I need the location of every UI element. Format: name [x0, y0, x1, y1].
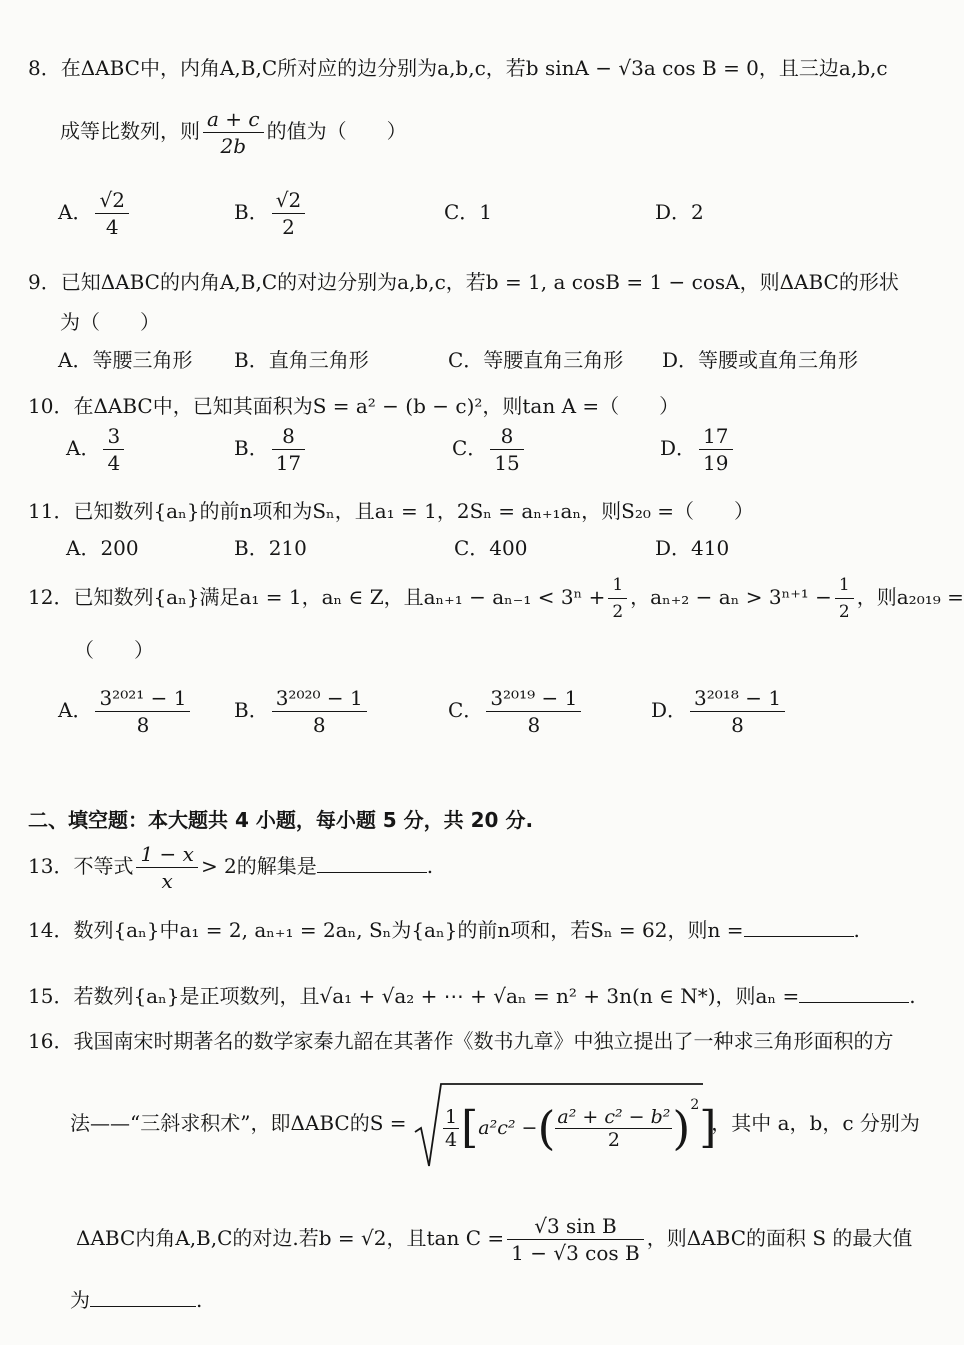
q16-line2-post: ，其中 a，b，c 分别为 [711, 1111, 920, 1135]
q16-line4-pre: 为 [70, 1288, 90, 1312]
q9-option-b: B．直角三角形 [234, 348, 369, 372]
q12-option-d-den: 8 [731, 713, 744, 737]
q16-right-bracket: ] [699, 1102, 717, 1154]
q10-option-a-num: 3 [103, 424, 124, 450]
q8-line2-pre: 成等比数列，则 [60, 119, 200, 143]
q12-line1-mid: ，aₙ₊₂ − aₙ > 3ⁿ⁺¹ − [630, 585, 832, 609]
q10-option-d-label: D． [660, 436, 697, 460]
q9-line1: 9．已知ΔABC的内角A,B,C的对边分别为a,b,c，若b = 1, a cosB = 1 − cosA，则ΔABC的形状 [28, 270, 899, 294]
q13-frac-den: x [161, 869, 173, 893]
q16-heron-formula [413, 1079, 717, 1171]
q12-half-2-num: 1 [835, 573, 854, 599]
q12-option-c [448, 686, 584, 737]
q8-option-b-den: 2 [282, 215, 295, 239]
q13-end: . [426, 854, 434, 878]
q10-option-c-num: 8 [490, 424, 523, 450]
q15-end: . [909, 984, 916, 1008]
q12-half-1 [608, 573, 627, 624]
q8-frac-num: a + c [203, 107, 264, 133]
q14-answer-blank[interactable] [744, 916, 854, 937]
q12-option-a [58, 686, 193, 737]
q13-frac-num: 1 − x [136, 842, 197, 868]
q16-end: . [196, 1288, 203, 1312]
q12-option-a-num: 3²⁰²¹ − 1 [95, 686, 190, 712]
q10-option-d-num: 17 [699, 424, 732, 450]
q10-option-c-frac [490, 424, 523, 475]
q16-line3-pre: ΔABC内角A,B,C的对边.若b = √2，且tan C = [76, 1226, 505, 1250]
q13-line [28, 842, 936, 893]
q12-option-b-label: B． [234, 698, 269, 722]
q12-half-1-den: 2 [612, 602, 624, 622]
q10-option-d-den: 19 [703, 451, 729, 475]
q10-option-b-label: B． [234, 436, 269, 460]
q9-option-a: A．等腰三角形 [58, 348, 193, 372]
q8-frac-den: 2b [220, 134, 247, 158]
q16-line3 [76, 1214, 936, 1265]
q12-option-d-label: D． [651, 698, 688, 722]
q10-option-c-label: C． [452, 436, 488, 460]
q16-line2-pre: 法——“三斜求积术”，即ΔABC的S = [70, 1111, 407, 1135]
q8-line1: 8．在ΔABC中，内角A,B,C所对应的边分别为a,b,c，若b sinA − √3a cos B = 0，且三边a,b,c [28, 56, 888, 80]
q8-option-b-frac [272, 188, 305, 239]
q12-option-b-frac [272, 686, 367, 737]
q12-half-1-num: 1 [608, 573, 627, 599]
q12-option-c-frac [486, 686, 581, 737]
q8-option-a [58, 188, 132, 239]
q11-option-d: D．410 [655, 536, 730, 560]
q15-line [28, 982, 936, 1010]
q10-option-c [452, 424, 527, 475]
q10-option-b-num: 8 [272, 424, 305, 450]
q10-option-a [66, 424, 127, 475]
q11-option-b: B．210 [234, 536, 307, 560]
q10-option-d-frac [699, 424, 732, 475]
q12-option-c-den: 8 [527, 713, 541, 737]
q13-fraction [136, 842, 197, 893]
q12-line1-post: ，则a₂₀₁₉ = [856, 585, 964, 609]
q16-square-exponent: 2 [690, 1097, 700, 1114]
q9-option-c: C．等腰直角三角形 [448, 348, 624, 372]
q16-inner-num: a² + c² − b² [557, 1105, 671, 1128]
q12-line1-pre: 12．已知数列{aₙ}满足a₁ = 1，aₙ ∈ Z，且aₙ₊₁ − aₙ₋₁ < 3ⁿ + [28, 585, 606, 609]
q8-option-a-num: √2 [95, 188, 128, 214]
q12-option-d-frac [690, 686, 785, 737]
q13-pre: 13．不等式 [28, 854, 134, 878]
q12-option-b [234, 686, 370, 737]
q9-line2: 为（ ） [60, 310, 160, 334]
q14-end: . [853, 918, 860, 942]
q12-option-a-label: A． [58, 698, 93, 722]
q16-a2c2: a²c² − [478, 1117, 538, 1140]
q15-answer-blank[interactable] [799, 982, 909, 1003]
q8-line2 [60, 107, 936, 158]
q16-quarter-num: 1 [444, 1105, 457, 1128]
q16-right-paren: ) [672, 1101, 691, 1156]
q8-option-a-frac [95, 188, 128, 239]
q16-left-bracket: [ [460, 1102, 479, 1154]
q12-option-c-num: 3²⁰¹⁹ − 1 [486, 686, 581, 712]
q10-option-a-den: 4 [107, 451, 121, 475]
q10-option-d [660, 424, 736, 475]
q12-option-d [651, 686, 788, 737]
q14-text: 14．数列{aₙ}中a₁ = 2, aₙ₊₁ = 2aₙ, Sₙ为{aₙ}的前n项和，若Sₙ = 62，则n = [28, 918, 744, 942]
q16-tan-fraction [507, 1214, 644, 1265]
q16-line1: 16．我国南宋时期著名的数学家秦九韶在其著作《数书九章》中独立提出了一种求三角形面积的方 [28, 1029, 894, 1053]
q16-answer-blank[interactable] [90, 1286, 196, 1307]
q10-option-a-label: A． [66, 436, 101, 460]
q8-line2-post: 的值为（ ） [266, 119, 407, 143]
q8-option-b-num: √2 [272, 188, 305, 214]
q8-option-c: C．1 [444, 200, 493, 224]
q16-line2 [70, 1078, 936, 1168]
q11-line1: 11．已知数列{aₙ}的前n项和为Sₙ，且a₁ = 1，2Sₙ = aₙ₊₁aₙ，则S₂₀ =（ ） [28, 499, 754, 523]
q14-line [28, 916, 936, 944]
q9-option-d: D．等腰或直角三角形 [662, 348, 859, 372]
q10-option-b [234, 424, 308, 475]
q16-tan-den: 1 − √3 cos B [511, 1241, 640, 1265]
q13-post: > 2的解集是 [200, 854, 317, 878]
q16-sqrt-symbol [413, 1080, 717, 1170]
q16-quarter-den: 4 [444, 1128, 457, 1151]
q12-line2: （ ） [74, 638, 154, 662]
q13-answer-blank[interactable] [317, 852, 427, 873]
q11-option-a: A．200 [66, 536, 139, 560]
q16-line3-post: ，则ΔABC的面积 S 的最大值 [646, 1226, 913, 1250]
q10-option-b-den: 17 [275, 451, 302, 475]
q16-left-paren: ( [537, 1101, 556, 1156]
section-2-heading: 二、填空题：本大题共 4 小题，每小题 5 分，共 20 分. [28, 808, 534, 832]
q12-half-2-den: 2 [838, 602, 850, 622]
q10-option-c-den: 15 [494, 451, 520, 475]
q10-option-a-frac [103, 424, 124, 475]
q12-option-c-label: C． [448, 698, 484, 722]
q12-option-b-den: 8 [312, 713, 326, 737]
q11-option-c: C．400 [454, 536, 528, 560]
q8-option-b-label: B． [234, 200, 269, 224]
q8-fraction [203, 107, 264, 158]
q12-option-b-num: 3²⁰²⁰ − 1 [272, 686, 367, 712]
q8-option-a-den: 4 [105, 215, 119, 239]
q12-half-2 [835, 573, 854, 624]
q16-tan-num: √3 sin B [507, 1214, 644, 1240]
q12-line1 [28, 573, 964, 624]
q12-option-d-num: 3²⁰¹⁸ − 1 [690, 686, 785, 712]
q16-inner-den: 2 [607, 1128, 620, 1151]
q8-option-b [234, 188, 308, 239]
q15-text: 15．若数列{aₙ}是正项数列，且√a₁ + √a₂ + ⋯ + √aₙ = n² + 3n(n ∈ N*)，则aₙ = [28, 984, 800, 1008]
q8-option-a-label: A． [58, 200, 93, 224]
q12-option-a-den: 8 [136, 713, 150, 737]
q16-line4 [70, 1286, 936, 1314]
q10-option-b-frac [272, 424, 305, 475]
q8-option-d: D．2 [655, 200, 704, 224]
q12-option-a-frac [95, 686, 190, 737]
q10-line1: 10．在ΔABC中，已知其面积为S = a² − (b − c)²，则tan A =（ ） [28, 394, 680, 418]
